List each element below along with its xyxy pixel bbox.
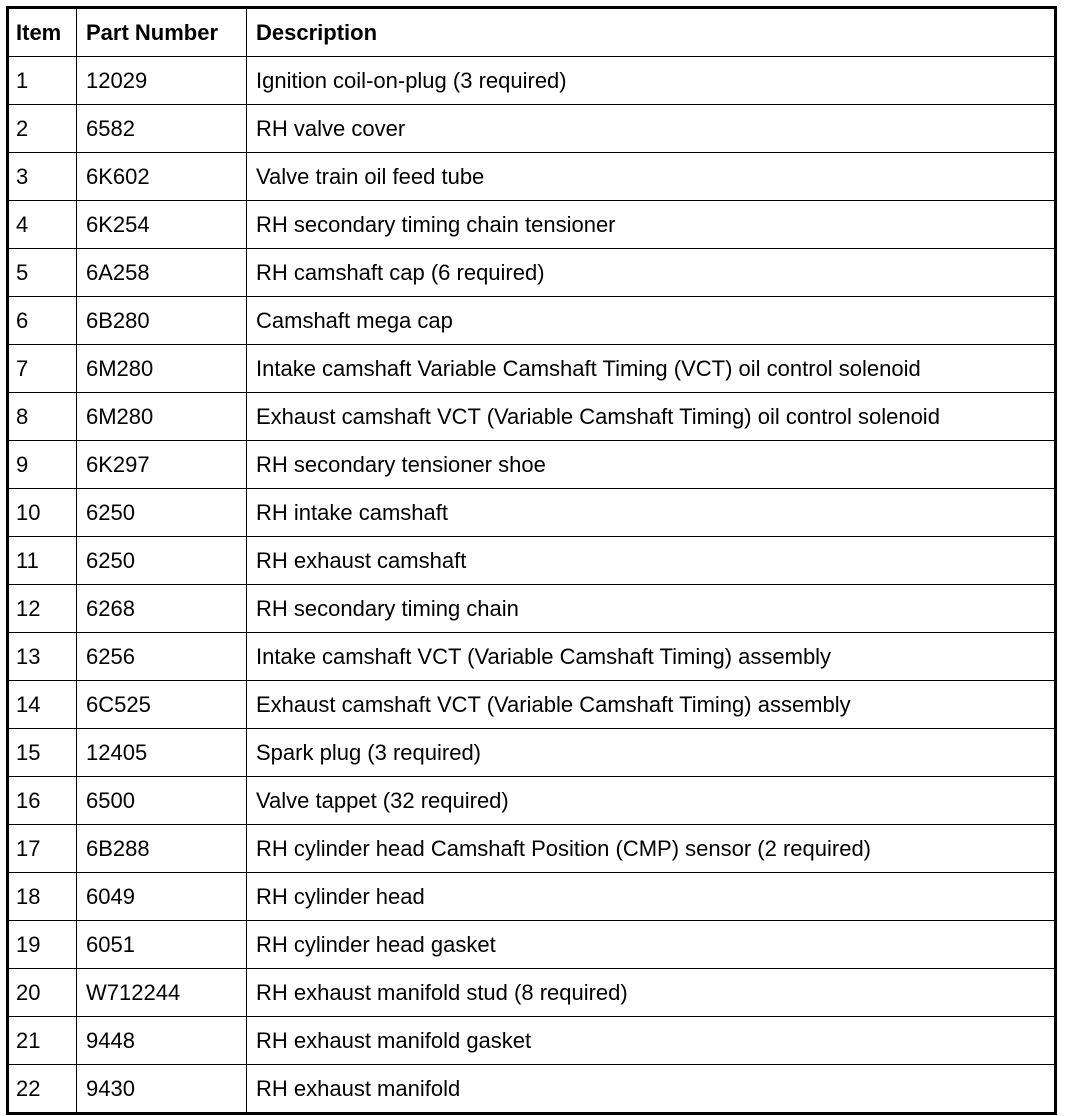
cell-item: 21 [8,1017,77,1065]
cell-item: 20 [8,969,77,1017]
table-row [8,57,1056,105]
cell-description: Camshaft mega cap [247,297,1056,345]
table-row [8,489,1056,537]
cell-item: 10 [8,489,77,537]
cell-description: RH secondary tensioner shoe [247,441,1056,489]
cell-item: 11 [8,537,77,585]
cell-part-number: 9448 [77,1017,247,1065]
cell-description: RH cylinder head Camshaft Position (CMP) sensor (2 required) [247,825,1056,873]
table-row [8,201,1056,249]
table-row [8,777,1056,825]
cell-item: 22 [8,1065,77,1114]
cell-item: 19 [8,921,77,969]
table-row [8,393,1056,441]
cell-part-number: 6K297 [77,441,247,489]
cell-description: RH intake camshaft [247,489,1056,537]
cell-description: RH exhaust manifold stud (8 required) [247,969,1056,1017]
cell-description: RH secondary timing chain [247,585,1056,633]
cell-description: Intake camshaft Variable Camshaft Timing (VCT) oil control solenoid [247,345,1056,393]
cell-item: 4 [8,201,77,249]
cell-part-number: 12405 [77,729,247,777]
cell-description: RH exhaust manifold gasket [247,1017,1056,1065]
cell-description: RH camshaft cap (6 required) [247,249,1056,297]
cell-description: Valve train oil feed tube [247,153,1056,201]
table-row [8,729,1056,777]
cell-description: Intake camshaft VCT (Variable Camshaft Timing) assembly [247,633,1056,681]
table-row [8,633,1056,681]
cell-part-number: 6250 [77,537,247,585]
cell-item: 9 [8,441,77,489]
table-row [8,297,1056,345]
cell-item: 8 [8,393,77,441]
cell-item: 18 [8,873,77,921]
cell-item: 13 [8,633,77,681]
table-row [8,1017,1056,1065]
table-header-row [8,8,1056,57]
cell-item: 14 [8,681,77,729]
cell-description: RH secondary timing chain tensioner [247,201,1056,249]
cell-part-number: 6M280 [77,345,247,393]
cell-part-number: 6A258 [77,249,247,297]
cell-item: 15 [8,729,77,777]
cell-item: 2 [8,105,77,153]
header-item: Item [8,8,77,57]
cell-part-number: 6B288 [77,825,247,873]
cell-item: 5 [8,249,77,297]
cell-part-number: 6500 [77,777,247,825]
cell-description: RH exhaust camshaft [247,537,1056,585]
cell-part-number: 6K602 [77,153,247,201]
table-row [8,441,1056,489]
cell-description: Exhaust camshaft VCT (Variable Camshaft Timing) assembly [247,681,1056,729]
table-row [8,681,1056,729]
cell-part-number: 9430 [77,1065,247,1114]
cell-description: RH cylinder head [247,873,1056,921]
table-row [8,153,1056,201]
table-body [8,57,1056,1114]
cell-part-number: 6256 [77,633,247,681]
cell-item: 3 [8,153,77,201]
cell-part-number: W712244 [77,969,247,1017]
cell-item: 16 [8,777,77,825]
cell-item: 7 [8,345,77,393]
cell-part-number: 6C525 [77,681,247,729]
table-row [8,969,1056,1017]
cell-item: 12 [8,585,77,633]
cell-part-number: 6250 [77,489,247,537]
table-row [8,585,1056,633]
cell-part-number: 6268 [77,585,247,633]
table-row [8,105,1056,153]
table-row [8,345,1056,393]
table-row [8,921,1056,969]
table-row [8,249,1056,297]
cell-description: Exhaust camshaft VCT (Variable Camshaft Timing) oil control solenoid [247,393,1056,441]
cell-item: 17 [8,825,77,873]
parts-table-container [6,6,1057,1108]
cell-item: 6 [8,297,77,345]
parts-table [6,6,1057,1115]
cell-part-number: 6049 [77,873,247,921]
table-row [8,1065,1056,1114]
cell-part-number: 6M280 [77,393,247,441]
cell-description: RH exhaust manifold [247,1065,1056,1114]
cell-part-number: 6582 [77,105,247,153]
cell-description: Ignition coil-on-plug (3 required) [247,57,1056,105]
cell-part-number: 6B280 [77,297,247,345]
cell-item: 1 [8,57,77,105]
cell-part-number: 6051 [77,921,247,969]
cell-part-number: 12029 [77,57,247,105]
header-part-number: Part Number [77,8,247,57]
cell-description: Spark plug (3 required) [247,729,1056,777]
table-row [8,537,1056,585]
cell-part-number: 6K254 [77,201,247,249]
cell-description: RH valve cover [247,105,1056,153]
header-description: Description [247,8,1056,57]
table-row [8,825,1056,873]
table-row [8,873,1056,921]
cell-description: Valve tappet (32 required) [247,777,1056,825]
cell-description: RH cylinder head gasket [247,921,1056,969]
